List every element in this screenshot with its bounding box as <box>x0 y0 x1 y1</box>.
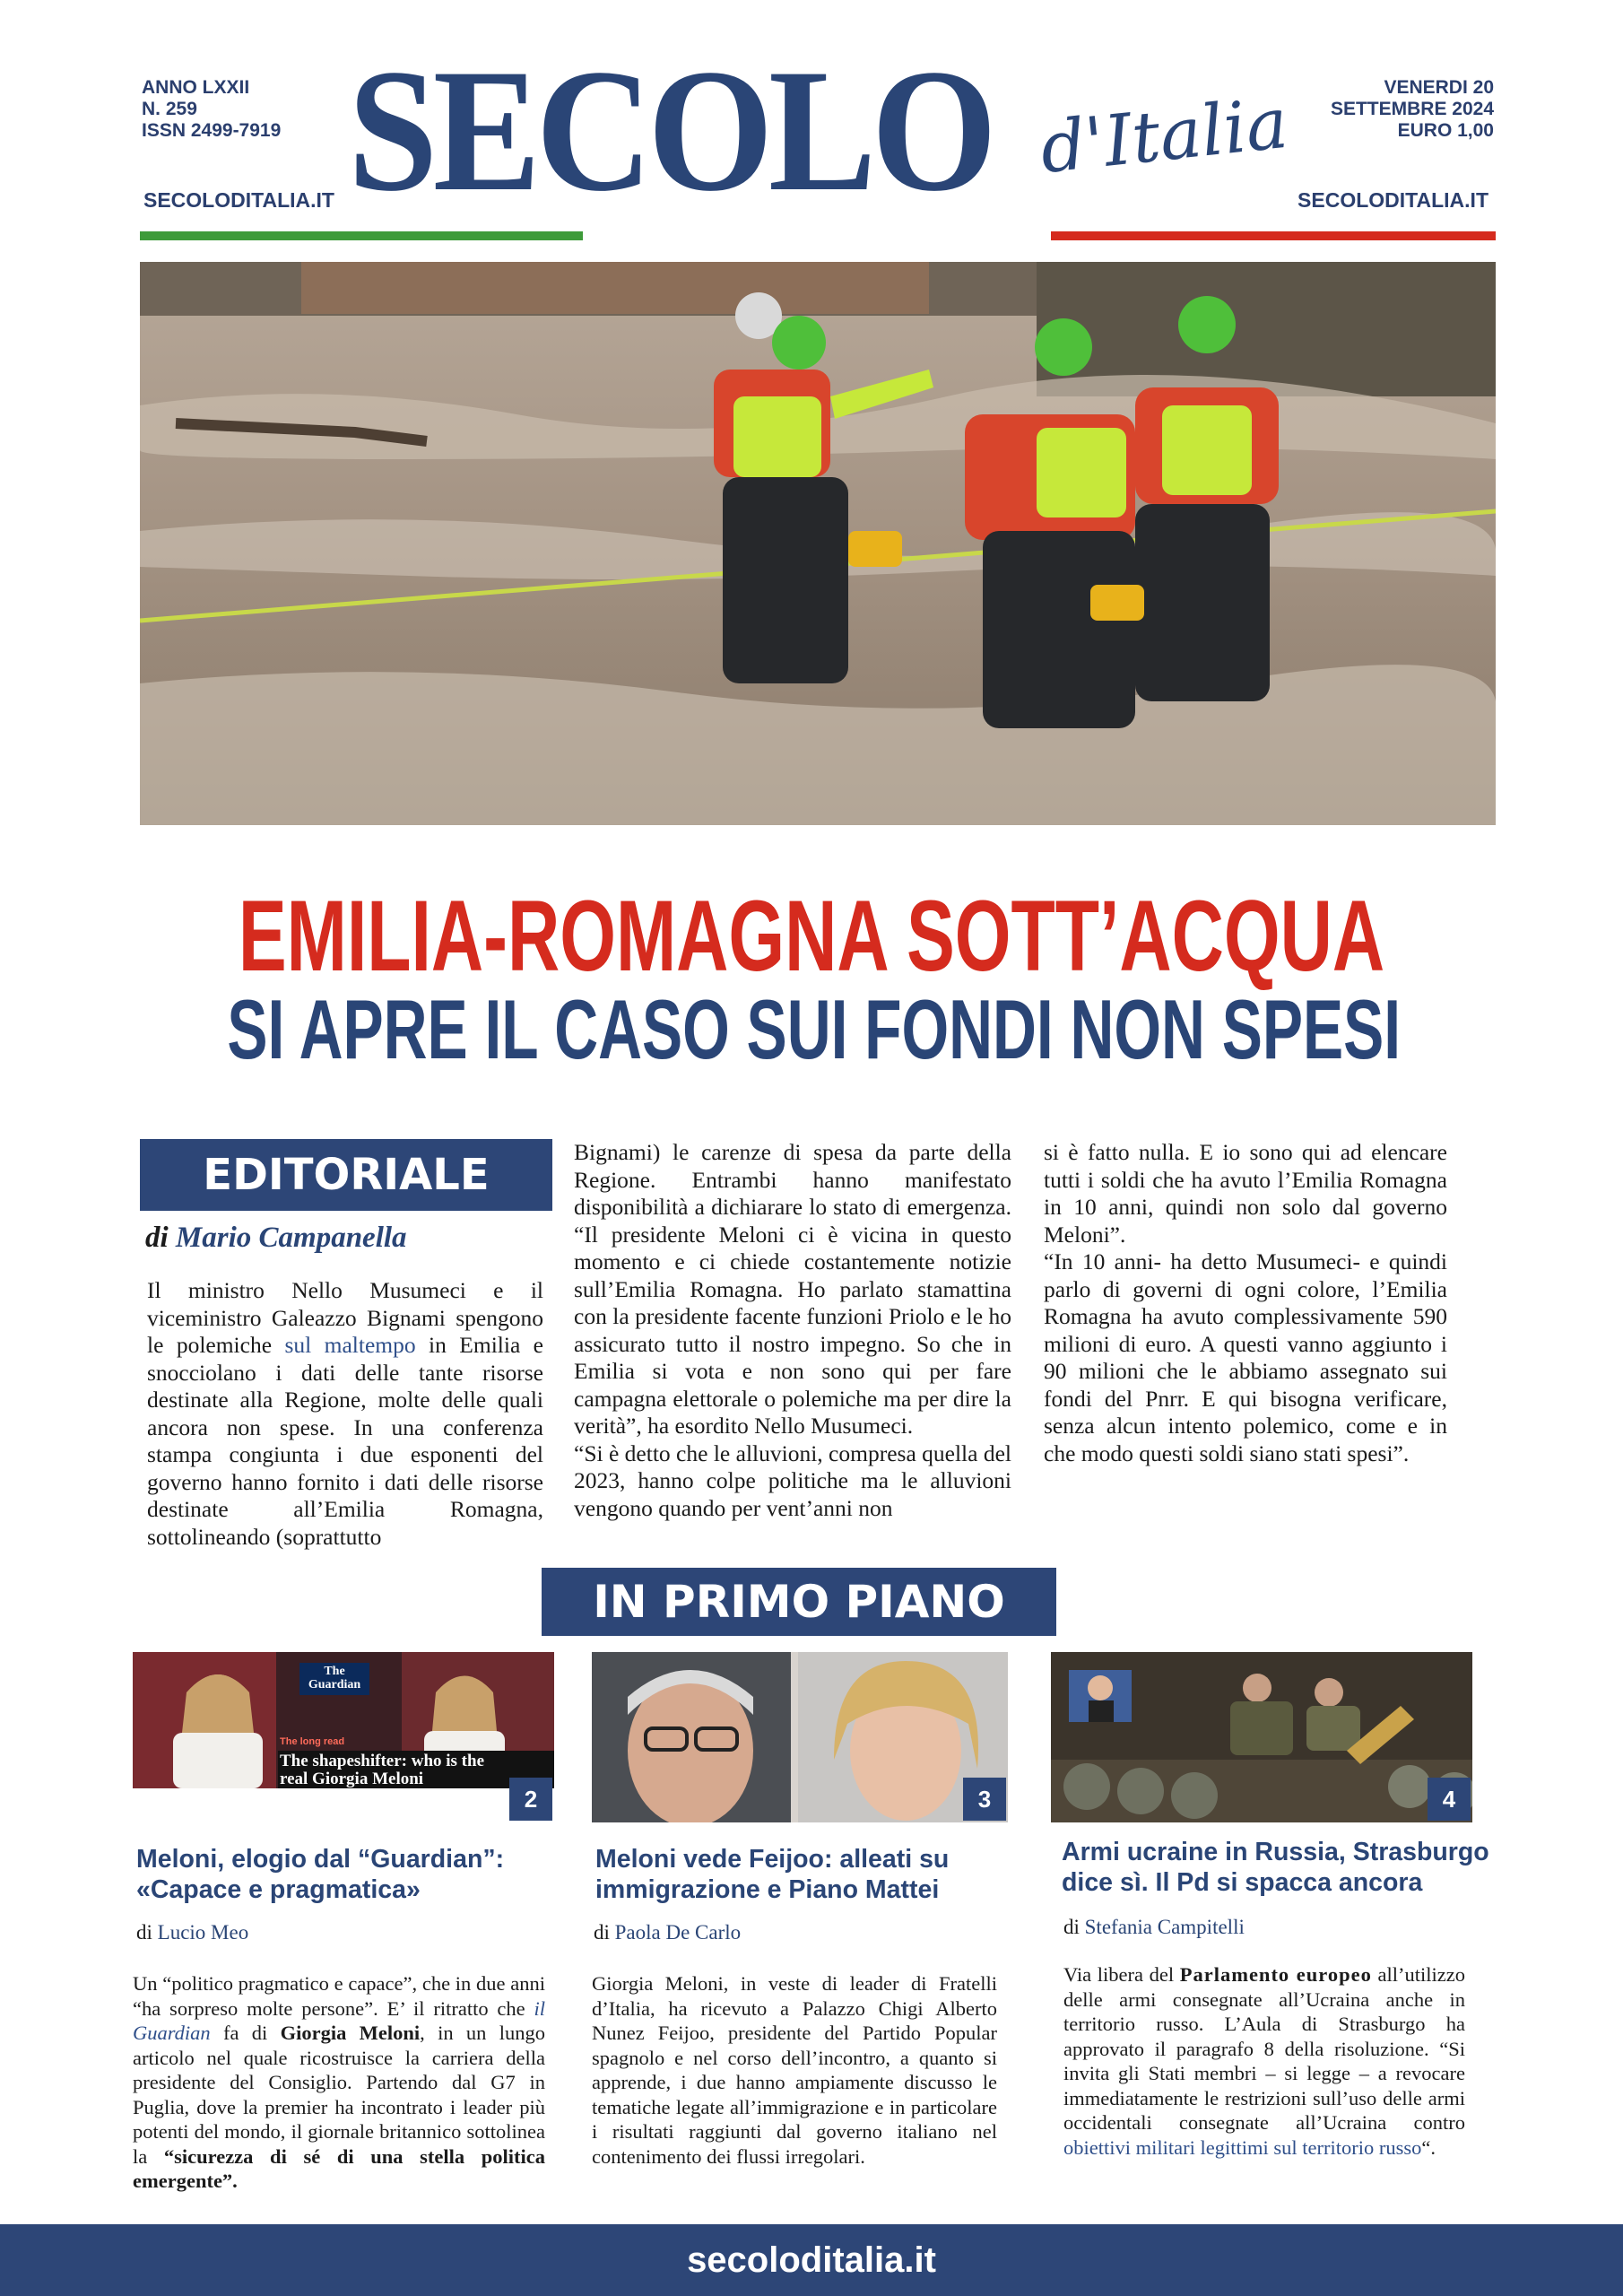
newspaper-logo-subtitle: d'Italia <box>1037 83 1292 190</box>
card-1-title[interactable]: Meloni, elogio dal “Guardian”: «Capace e pragmatica» <box>136 1845 505 1904</box>
editorial-section-label: EDITORIALE <box>140 1139 552 1211</box>
editorial-paragraph: “Si è detto che le alluvioni, compresa quella del 2023, hanno colpe politiche ma le alluvioni vengono quando per vent’anni non <box>574 1439 1011 1521</box>
card-2-title[interactable]: Meloni vede Feijoo: alleati su immigrazione e Piano Mattei <box>595 1845 950 1904</box>
footer-site-link[interactable]: secoloditalia.it <box>0 2224 1623 2296</box>
editorial-column-3 <box>1044 1139 1447 1467</box>
card-3-page-badge: 4 <box>1428 1778 1471 1821</box>
editorial-paragraph: “In 10 anni- ha detto Musumeci- e quindi parlo di governi di ogni colore, l’Emilia Romagna ha avuto complessivamente 590 milioni di euro. A questi vanno aggiunto i 90 milioni che le abbiamo assegnato sui fondi del Pnrr. E qui bisogna verificare, senza alcun intento polemico, come e in che modo questi soldi siano stati spesi”. <box>1044 1248 1447 1466</box>
card-2-page-badge: 3 <box>963 1778 1006 1821</box>
card-1-text: Un “politico pragmatico e capace”, che in due anni “ha sorpreso molte persone”. E’ il ritratto che il Guardian fa di Giorgia Meloni, in un lungo articolo nel quale ricostruisce la carriera della presidente del Consiglio. Partendo dal G7 in Puglia, dove la premier ha incontrato i leader più potenti del mondo, il giornale britannico sottolinea la “sicurezza di sé di una stella politica emergente”. <box>133 1972 545 2192</box>
issn: ISSN 2499-7919 <box>142 120 282 141</box>
card-1-thumbnail[interactable] <box>133 1652 554 1788</box>
site-link-left[interactable]: SECOLODITALIA.IT <box>143 188 334 212</box>
editorial-paragraph: Bignami) le carenze di spesa da parte della Regione. Entrambi hanno manifestato disponibilità a dichiarare lo stato di emergenza. “Il presidente Meloni ci è vicina in questo momento e ci chiede costantemente notizie sull’Emilia Romagna. Ho parlato stamattina con la presidente facente funzioni Priolo e le ho assicurato tutto il nostro impegno. So che in Emilia si vota e non sono qui per fare campagna elettorale o polemiche ma per dire la verità”, ha esordito Nello Musumeci. <box>574 1139 1011 1439</box>
card-3-text: Via libera del Parlamento europeo all’utilizzo delle armi consegnate all’Ucraina anche in territorio russo. L’Aula di Strasburgo ha approvato il paragrafo 8 della risoluzione. “Si invita gli Stati membri – si legge – a revocare immediatamente le restrizioni sull’uso delle armi occidentali consegnate all’Ucraina contro obiettivi militari legittimi sul territorio russo“. <box>1063 1963 1465 2159</box>
maltempo-link[interactable]: sul maltempo <box>284 1332 416 1358</box>
issue-day: VENERDI 20 <box>1384 77 1494 98</box>
card-2-text: Giorgia Meloni, in veste di leader di Fratelli d’Italia, ha ricevuto a Palazzo Chigi Alberto Nunez Feijoo, presidente del Partido Popular spagnolo e nel corso dell’incontro, a quanto si apprende, i due hanno ampiamente discusso le tematiche legate all’immigrazione e in particolare i risultati raggiunti dal governo italiano nel contenimento dei flussi irregolari. <box>592 1972 997 2168</box>
card-3-thumbnail[interactable] <box>1051 1652 1472 1822</box>
thumb-guardian-brand: The Guardian <box>308 1665 361 1692</box>
tricolor-red-bar <box>1051 231 1496 240</box>
thumb-tag: The long read <box>280 1736 345 1747</box>
tricolor-green-bar <box>140 231 583 240</box>
card-1-page-badge: 2 <box>509 1778 552 1821</box>
issue-number: N. 259 <box>142 99 197 119</box>
issue-price: EURO 1,00 <box>1397 120 1494 141</box>
flood-rescue-photo-icon <box>140 262 1496 825</box>
editorial-author[interactable]: Mario Campanella <box>175 1222 407 1254</box>
main-headline: EMILIA-ROMAGNA SOTT’ACQUA <box>238 880 1385 992</box>
masthead-issue-info <box>142 77 281 142</box>
card-1-author[interactable]: Lucio Meo <box>157 1921 249 1944</box>
obiettivi-link[interactable]: obiettivi militari legittimi sul territorio russo <box>1063 2135 1422 2159</box>
guardian-link[interactable]: il Guardian <box>133 1996 545 2044</box>
editorial-column-1 <box>147 1277 543 1551</box>
masthead-date-info <box>1331 77 1494 142</box>
editorial-paragraph: Il ministro Nello Musumeci e il viceministro Galeazzo Bignami spengono le polemiche sul maltempo in Emilia e snocciolano i dati delle tante risorse destinate alla Regione, molte delle quali ancora non spese. In una conferenza stampa congiunta i due esponenti del governo hanno fornito i dati delle risorse destinate all’Emilia Romagna, sottolineando (soprattutto <box>147 1277 543 1550</box>
site-link-right[interactable]: SECOLODITALIA.IT <box>1298 188 1488 212</box>
card-3-title[interactable]: Armi ucraine in Russia, Strasburgo dice sì. Il Pd si spacca ancora <box>1062 1838 1489 1897</box>
byline-prefix: di <box>145 1222 169 1254</box>
card-3-author[interactable]: Stefania Campitelli <box>1084 1916 1245 1938</box>
card-1-byline: di Lucio Meo <box>136 1921 249 1944</box>
primo-piano-label: IN PRIMO PIANO <box>542 1568 1056 1636</box>
issue-year: ANNO LXXII <box>142 77 250 98</box>
card-3-byline: di Stefania Campitelli <box>1063 1916 1245 1938</box>
card-2-thumbnail[interactable] <box>592 1652 1008 1822</box>
editorial-column-2 <box>574 1139 1011 1522</box>
issue-month-year: SETTEMBRE 2024 <box>1330 99 1494 119</box>
editorial-byline <box>145 1222 407 1255</box>
card-2-byline: di Paola De Carlo <box>594 1921 742 1944</box>
flood-rescue-photo <box>140 262 1496 825</box>
card-2-author[interactable]: Paola De Carlo <box>614 1921 742 1944</box>
editorial-paragraph: si è fatto nulla. E io sono qui ad elencare tutti i soldi che ha avuto l’Emilia Romagna in 10 anni, quindi non solo dal governo Meloni”. <box>1044 1139 1447 1248</box>
newspaper-logo: SECOLO <box>348 33 993 228</box>
sub-headline: SI APRE IL CASO SUI FONDI NON SPESI <box>227 982 1402 1076</box>
feijoo-meloni-photo-icon <box>592 1652 1008 1822</box>
thumb-caption: The shapeshifter: who is the real Giorgia Meloni <box>280 1752 485 1788</box>
artillery-shells-photo-icon <box>1051 1652 1472 1822</box>
